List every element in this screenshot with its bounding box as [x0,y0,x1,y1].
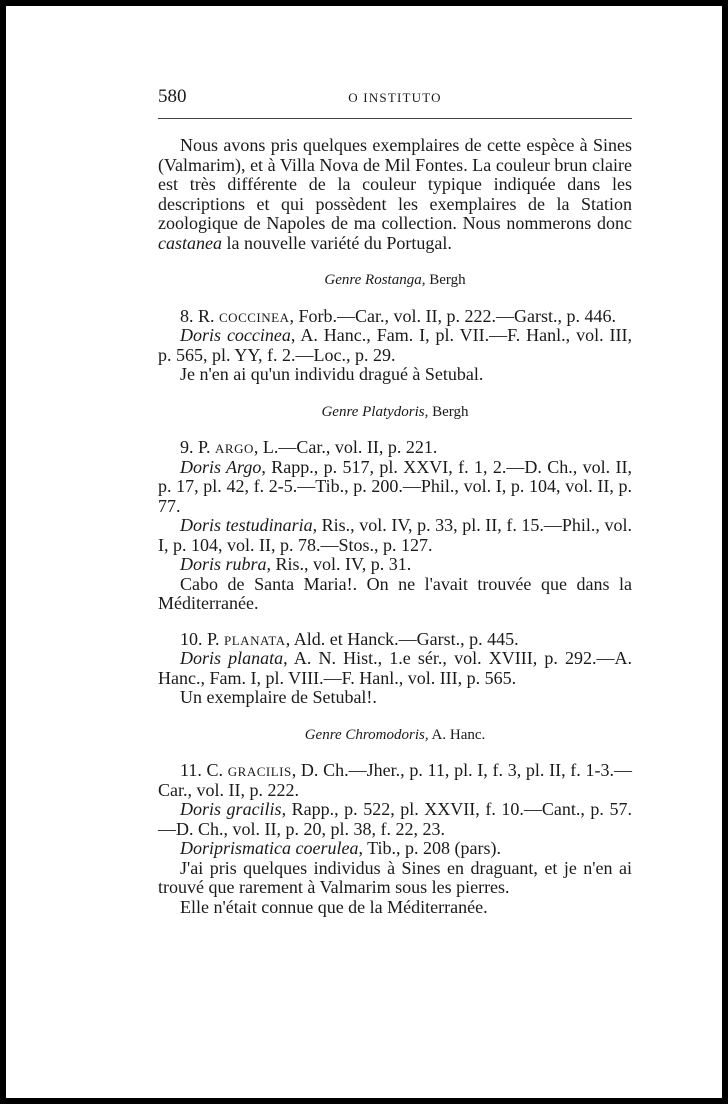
species-note: Je n'en ai qu'un individu dragué à Setubal. [180,364,484,384]
species-citation: , Forb.—Car., vol. II, p. 222.—Garst., p. 446. [289,305,616,326]
species-note: Cabo de Santa Maria!. On ne l'avait trouvée que dans la Méditerranée. [158,573,632,613]
page [6,6,722,1098]
synonym-name: Doris Argo [180,456,262,477]
synonym-citation: , Rapp., p. 522, pl. XXVII, f. 10.—Cant., p. 57.—D. Ch., vol. II, p. 20, pl. 38, f. 22, 23. [158,799,632,839]
synonym-name: Doris coccinea [180,325,291,345]
species-line [158,761,632,800]
species-number: 11. C. [180,760,228,780]
synonym-line [158,458,632,517]
intro-text-end: la nouvelle variété du Portugal. [221,232,452,253]
synonym-citation: , Rapp., p. 517, pl. XXVI, f. 1, 2.—D. Ch., vol. II, p. 17, pl. 42, f. 2-5.—Tib., p. 200.—Phil., vol. I, p. 104, vol. II, p. 77. [158,456,632,516]
species-line [158,307,632,327]
species-name: gracilis [227,760,292,780]
genus-name: Genre Chromodoris, [304,726,429,743]
synonym-citation: , A. Hanc., Fam. I, pl. VII.—F. Hanl., vol. III, p. 565, pl. YY, f. 2.—Loc., p. 29. [158,325,632,365]
species-note: J'ai pris quelques individus à Sines en draguant, et je n'en ai trouvé que rarement à Valmarim sous les pierres. [158,857,632,897]
genus-name: Genre Rostanga, [324,272,426,288]
species-number: 10. P. [180,628,225,649]
species-note: Un exemplaire de Setubal!. [180,687,377,707]
species-entry-9 [158,438,632,614]
species-entry-11 [158,761,632,917]
synonym-name: Doris gracilis [180,799,282,819]
running-title: O INSTITUTO [348,90,442,105]
synonym-citation: , A. N. Hist., 1.e sér., vol. XVIII, p. 292.—A. Hanc., Fam. I, pl. VIII.—F. Hanl., vol. III, p. 565. [158,648,632,688]
synonym-name: Doriprismatica coerulea [180,838,359,858]
genus-heading-platydoris [158,403,632,423]
main-text [158,136,632,917]
header-rule [158,118,632,119]
synonym-line [158,800,632,839]
species-line [158,630,632,650]
species-line [158,438,632,458]
genus-name: Genre Platydoris, [321,403,429,420]
species-name: planata [224,628,286,649]
synonym-citation: , Ris., vol. IV, p. 31. [266,554,412,574]
synonym-line [158,516,632,555]
page-number: 580 [158,86,187,107]
species-name: argo [215,437,254,457]
synonym-line [158,326,632,365]
species-entry-10 [158,630,632,708]
synonym-name: Doris testudinaria [180,515,313,535]
species-number: 8. R. [180,305,220,326]
genus-heading-chromodoris [158,726,632,746]
species-citation: , Ald. et Hanck.—Garst., p. 445. [285,628,519,649]
intro-text: Nous avons pris quelques exemplaires de cette espèce à Sines (Valmarim), et à Villa Nova de Mil Fontes. La couleur brun claire est très différente de la couleur typique indiquée dans les descriptions et qui possèdent les exemplaires de la Station zoologique de Napoles de ma collection. Nous nommerons donc [158,135,632,233]
synonym-citation: , Tib., p. 208 (pars). [358,838,501,858]
species-name: coccinea [219,305,290,326]
synonym-name: Doris rubra [180,554,267,574]
genus-author: Bergh [428,403,469,420]
genus-heading-rostanga [158,271,632,291]
species-citation: , L.—Car., vol. II, p. 221. [253,437,438,457]
synonym-line [158,839,632,859]
synonym-name: Doris planata [180,648,284,668]
page-header [158,86,632,112]
synonym-line [158,649,632,688]
synonym-line [158,555,632,575]
genus-author: Bergh [425,272,466,288]
variety-name: castanea [158,232,222,253]
species-entry-8 [158,307,632,385]
species-number: 9. P. [180,437,216,457]
synonym-citation: , Ris., vol. IV, p. 33, pl. II, f. 15.—Phil., vol. I, p. 104, vol. II, p. 78.—Stos., p. 127. [158,515,633,555]
species-citation: , D. Ch.—Jher., p. 11, pl. I, f. 3, pl. II, f. 1-3.—Car., vol. II, p. 222. [158,760,632,800]
genus-author: A. Hanc. [428,726,486,743]
species-note: Elle n'était connue que de la Méditerranée. [180,896,488,917]
intro-paragraph [158,136,632,253]
